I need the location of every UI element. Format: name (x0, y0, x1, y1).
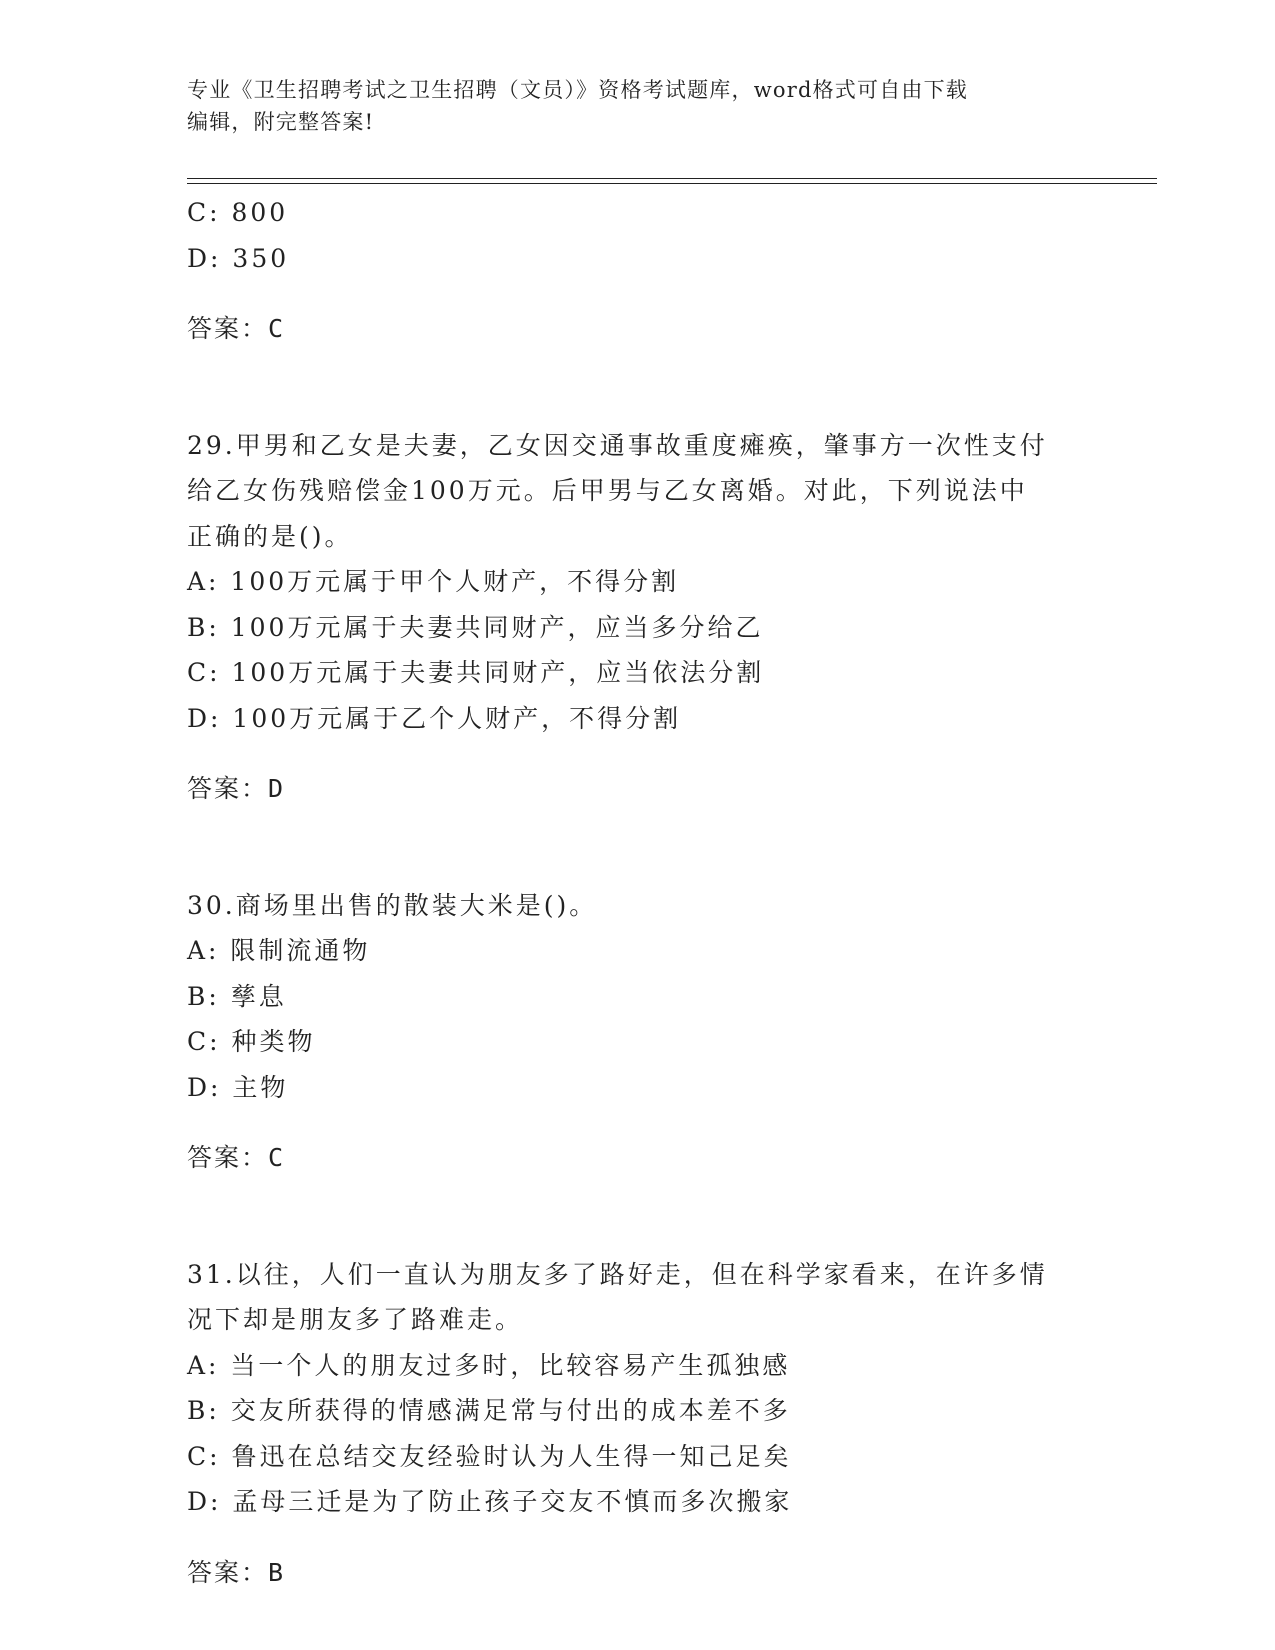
option-c: C: 800 (187, 198, 289, 227)
answer-line: 答案：B (187, 1557, 286, 1587)
option-c: C: 种类物 (187, 1027, 316, 1056)
question-stem-line: 况下却是朋友多了路难走。 (187, 1305, 524, 1334)
option-d: D: 350 (187, 243, 290, 273)
header-line-1: 专业《卫生招聘考试之卫生招聘（文员）》资格考试题库，word格式可自由下载 (187, 78, 968, 102)
option-c: C: 100万元属于夫妻共同财产，应当依法分割 (187, 658, 765, 687)
question-29 (187, 423, 1187, 812)
option-a: A: 当一个人的朋友过多时，比较容易产生孤独感 (187, 1350, 791, 1380)
option-b: B: 100万元属于夫妻共同财产，应当多分给乙 (187, 612, 764, 642)
header-divider-top (187, 178, 1157, 179)
option-d: D: 孟母三迁是为了防止孩子交友不慎而多次搬家 (187, 1487, 793, 1516)
answer-line: 答案：D (187, 774, 286, 803)
question-28-tail (187, 190, 1187, 352)
header-line-2: 编辑，附完整答案! (187, 110, 375, 134)
option-b: B: 孳息 (187, 981, 287, 1011)
question-31 (187, 1252, 1187, 1596)
option-c: C: 鲁迅在总结交友经验时认为人生得一知己足矣 (187, 1441, 792, 1471)
option-a: A: 限制流通物 (187, 936, 371, 965)
question-30 (187, 883, 1187, 1181)
question-stem-line: 31.以往，人们一直认为朋友多了路好走，但在科学家看来，在许多情 (187, 1259, 1048, 1289)
answer-line: 答案：C (187, 1143, 286, 1172)
question-list (187, 190, 1187, 1620)
question-stem-line: 30.商场里出售的散装大米是()。 (187, 890, 598, 920)
document-header (187, 74, 1087, 138)
header-divider-bottom (187, 183, 1157, 184)
answer-line: 答案：C (187, 314, 286, 343)
option-d: D: 100万元属于乙个人财产，不得分割 (187, 703, 682, 733)
option-d: D: 主物 (187, 1072, 289, 1102)
question-stem-line: 29.甲男和乙女是夫妻，乙女因交通事故重度瘫痪，肇事方一次性支付 (187, 430, 1048, 460)
option-a: A: 100万元属于甲个人财产，不得分割 (187, 567, 680, 596)
option-b: B: 交友所获得的情感满足常与付出的成本差不多 (187, 1396, 791, 1425)
question-stem-line: 给乙女伤残赔偿金100万元。后甲男与乙女离婚。对此，下列说法中 (187, 476, 1028, 505)
question-stem-line: 正确的是()。 (187, 521, 353, 551)
